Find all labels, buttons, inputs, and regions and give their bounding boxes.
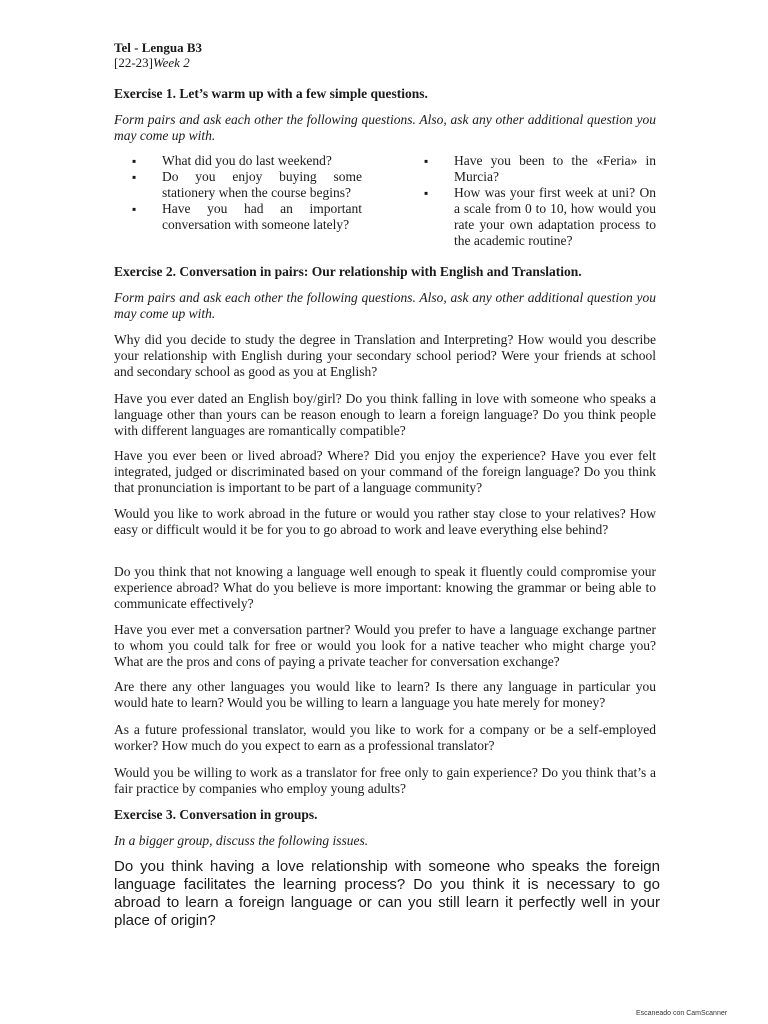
course-week-line (114, 55, 190, 71)
exercise2-paragraph: Why did you decide to study the degree in Translation and Interpreting? How would you describe your relationship with English during your secondary school period? Were your friends at school and secondary school as good as you at English? (114, 332, 656, 379)
week-label: Week 2 (153, 55, 190, 70)
exercise1-left-list (132, 153, 362, 233)
list-item: ▪ Have you had an important conversation with someone lately? (132, 201, 362, 233)
exercise2-paragraph: Would you be willing to work as a translator for free only to gain experience? Do you think that’s a fair practice by companies who employ young adults? (114, 765, 656, 796)
exercise2-paragraph: Do you think that not knowing a language well enough to speak it fluently could compromise your experience abroad? What do you believe is more important: knowing the grammar or being able to communicate effectively? (114, 564, 656, 611)
exercise1-title: Exercise 1. Let’s warm up with a few simple questions. (114, 86, 428, 101)
exercise2-paragraph: Have you ever been or lived abroad? Where? Did you enjoy the experience? Have you ever felt integrated, judged or discriminated based on your command of the foreign language? Do you think that pronunciation is important to be part of a language community? (114, 448, 656, 495)
course-title: Tel - Lengua B3 (114, 40, 203, 55)
academic-year: [22-23] (114, 55, 153, 70)
exercise2-title: Exercise 2. Conversation in pairs: Our relationship with English and Translation. (114, 264, 582, 279)
list-item: ▪ Have you been to the «Feria» in Murcia? (424, 153, 656, 185)
list-item: ▪ Do you enjoy buying some stationery when the course begins? (132, 169, 362, 201)
exercise2-paragraph: Have you ever dated an English boy/girl? Do you think falling in love with someone who speaks a language other than yours can be reason enough to learn a foreign language? Do you think people with different languages are romantically compatible? (114, 391, 656, 438)
exercise2-paragraph: As a future professional translator, would you like to work for a company or be a self-employed worker? How much do you expect to earn as a professional translator? (114, 722, 656, 753)
scanner-watermark: Escaneado con CamScanner (636, 1010, 728, 1017)
exercise1-instruction: Form pairs and ask each other the following questions. Also, ask any other additional question you may come up with. (114, 112, 656, 143)
exercise2-paragraph: Would you like to work abroad in the future or would you rather stay close to your relatives? How easy or difficult would it be for you to go abroad to work and leave everything else behind? (114, 506, 656, 537)
exercise3-instruction: In a bigger group, discuss the following issues. (114, 833, 369, 848)
list-item: ▪ What did you do last weekend? (132, 153, 362, 169)
exercise2-instruction: Form pairs and ask each other the following questions. Also, ask any other additional question you may come up with. (114, 290, 656, 321)
list-item: ▪ How was your first week at uni? On a scale from 0 to 10, how would you rate your own adaptation process to the academic routine? (424, 185, 656, 249)
exercise2-paragraph: Have you ever met a conversation partner? Would you prefer to have a language exchange partner to whom you could talk for free or would you look for a native teacher who might charge you? What are the pros and cons of paying a private teacher for conversation exchange? (114, 622, 656, 669)
exercise1-right-list (424, 153, 656, 249)
exercise3-paragraph: Do you think having a love relationship with someone who speaks the foreign language facilitates the learning process? Do you think it is necessary to go abroad to learn a foreign language or can you still learn it perfectly well in your place of origin? (114, 858, 660, 929)
exercise2-paragraph: Are there any other languages you would like to learn? Is there any language in particular you would hate to learn? Would you be willing to learn a language you hate merely for money? (114, 679, 656, 710)
exercise3-title: Exercise 3. Conversation in groups. (114, 807, 318, 822)
